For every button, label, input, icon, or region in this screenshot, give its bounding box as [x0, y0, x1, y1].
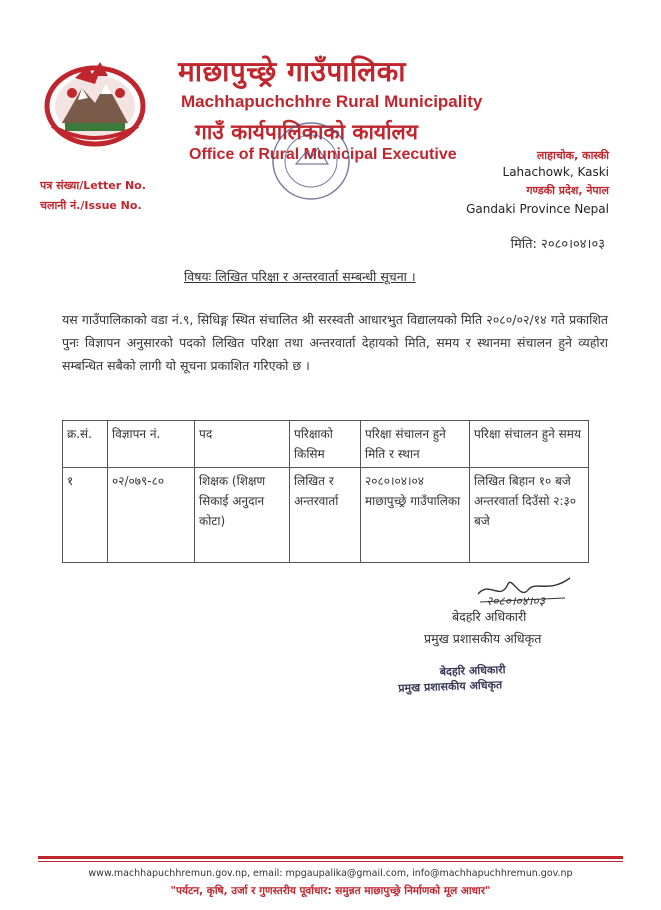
footer-contacts: www.machhapuchhremun.gov.np, email: mpgaupalika@gmail.com, info@machhapuchhremun.gov.np [88, 868, 573, 879]
municipality-title-english: Machhapuchchhre Rural Municipality [181, 92, 483, 111]
table-header-cell: क्र.सं. [63, 421, 108, 468]
stamp-title: प्रमुख प्रशासकीय अधिकृत [398, 678, 503, 695]
table-cell: लिखित र अन्तरवार्ता [290, 468, 361, 563]
signature-date: २०८०।०४।०३ [486, 594, 546, 608]
notice-body: यस गाउँपालिकाको वडा नं.९, सिधिङ्ग स्थित संचालित श्री सरस्वती आधारभुत विद्यालयको मिति २०८०/०२/१४ गते प्रकाशित पुनः विज्ञापन अनुसारको पदको लिखित परिक्षा तथा अन्तरवार्ता देहायको मिति, समय र स्थानमा संचालन हुने व्यहोरा सम्बन्धित सबैको लागी यो सूचना प्रकाशित गरिएको छ । [62, 312, 608, 373]
office-title-nepali: गाउँ कार्यपालिकाको कार्यालय [195, 120, 418, 144]
table-header-cell: विज्ञापन नं. [108, 421, 195, 468]
subject-line: विषयः लिखित परिक्षा र अन्तरवार्ता सम्बन्धी सूचना । [184, 269, 416, 284]
stamp-name: बेदहरि अधिकारी [439, 663, 506, 679]
letter-number-label: पत्र संख्या/Letter No. [40, 179, 146, 192]
table-header-row [63, 421, 589, 468]
nepal-emblem-logo [40, 48, 150, 148]
issue-number-label: चलानी नं./Issue No. [40, 199, 142, 212]
table-cell: १ [63, 468, 108, 563]
address-nepali: लाहाचोक, कास्की [536, 149, 609, 162]
table-cell: २०८०।०४।०४ माछापुच्छ्रे गाउँपालिका [361, 468, 470, 563]
office-stamp [268, 118, 354, 204]
office-title-english: Office of Rural Municipal Executive [189, 146, 457, 163]
name-stamp [398, 662, 507, 696]
province-english: Gandaki Province Nepal [466, 202, 609, 216]
letter-date: मिति: २०८०।०४।०३ [510, 237, 605, 252]
table-cell: लिखित बिहान १० बजे अन्तरवार्ता दिउँसो २:३० बजे [470, 468, 589, 563]
footer-divider-thin [38, 861, 623, 862]
table-header-cell: परिक्षाको किसिम [290, 421, 361, 468]
table-cell: ०२/०७९-८० [108, 468, 195, 563]
signatory-title: प्रमुख प्रशासकीय अधिकृत [424, 631, 542, 646]
footer-divider [38, 856, 623, 859]
table-header-cell: पद [195, 421, 290, 468]
table-row [63, 468, 589, 563]
table-cell: शिक्षक (शिक्षण सिकाई अनुदान कोटा) [195, 468, 290, 563]
address-block [409, 148, 609, 216]
table-header-cell: परिक्षा संचालन हुने समय [470, 421, 589, 468]
table-header-cell: परिक्षा संचालन हुने मिति र स्थान [361, 421, 470, 468]
footer-slogan: "पर्यटन, कृषि, उर्जा र गुणस्तरीय पूर्वाधार: समुन्नत माछापुच्छ्रे निर्माणको मूल आधार" [170, 885, 491, 897]
municipality-title-nepali: माछापुच्छ्रे गाउँपालिका [178, 55, 406, 88]
address-english: Lahachowk, Kaski [502, 165, 609, 179]
province-nepali: गण्डकी प्रदेश, नेपाल [526, 184, 609, 197]
signatory-name: बेदहरि अधिकारी [452, 609, 527, 624]
exam-schedule-table [62, 420, 589, 563]
